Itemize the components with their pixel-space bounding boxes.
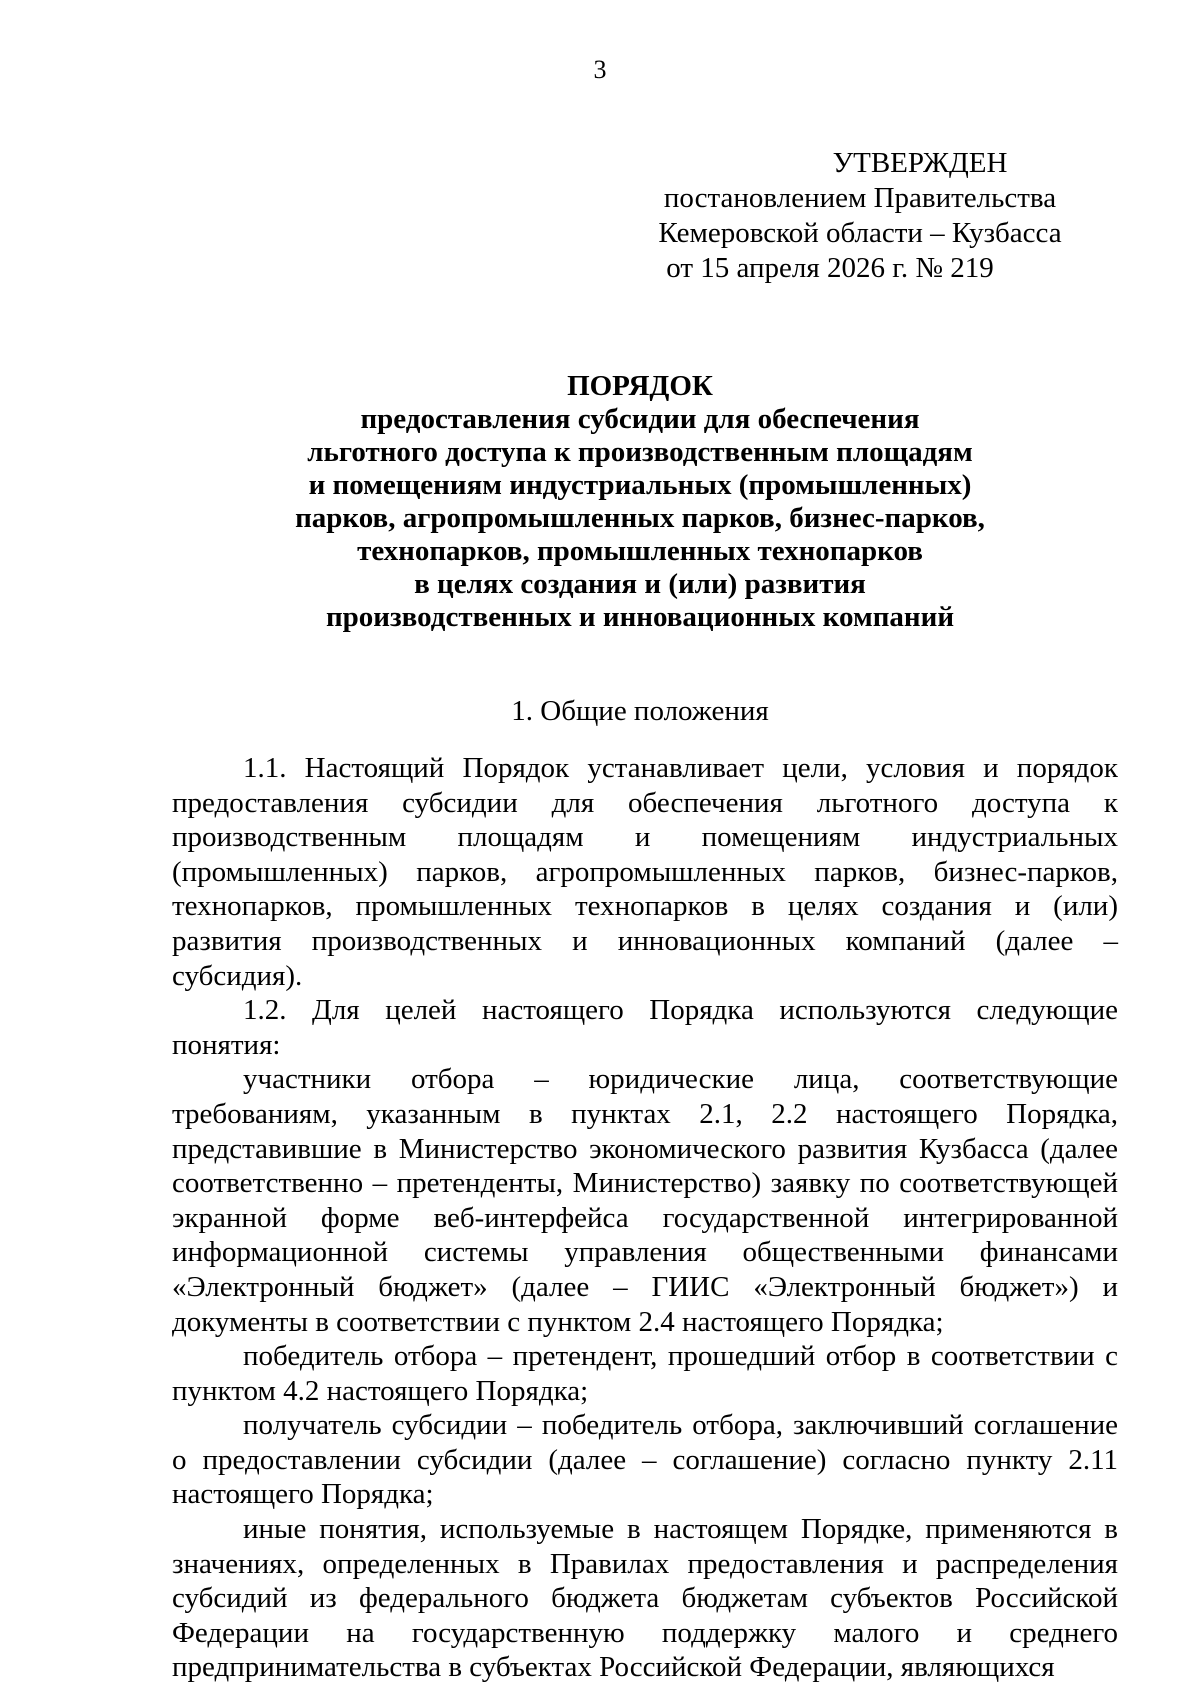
title-line: предоставления субсидии для обеспечения <box>360 403 920 435</box>
approval-stamp-block <box>600 146 1120 286</box>
document-title <box>160 370 1120 634</box>
section-body <box>172 751 1118 1685</box>
approval-line: от 15 апреля 2026 г. № 219 <box>666 252 994 284</box>
paragraph: 1.2. Для целей настоящего Порядка используются следующие понятия: <box>172 994 1118 1061</box>
title-line: и помещениям индустриальных (промышленных) <box>308 469 972 501</box>
title-heading: ПОРЯДОК <box>567 370 713 402</box>
paragraph: получатель субсидии – победитель отбора, заключивший соглашение о предоставлении субсидии (далее – соглашение) согласно пункту 2.11 настоящего Порядка; <box>172 1409 1118 1511</box>
title-line: льготного доступа к производственным площадям <box>307 436 973 468</box>
approval-line: Кемеровской области – Кузбасса <box>658 217 1062 249</box>
title-line: в целях создания и (или) развития <box>414 568 866 600</box>
approval-line: постановлением Правительства <box>663 182 1057 214</box>
paragraph: 1.1. Настоящий Порядок устанавливает цели, условия и порядок предоставления субсидии для обеспечения льготного доступа к производственным площадям и помещениям индустриальных (промышленных) парков, агропромышленных парков, бизнес-парков, технопарков, промышленных технопарков в целях создания и (или) развития производственных и инновационных компаний (далее – субсидия). <box>172 752 1118 992</box>
paragraph: иные понятия, используемые в настоящем Порядке, применяются в значениях, определенных в Правилах предоставления и распределения субсидий из федерального бюджета бюджетам субъектов Российской Федерации на государственную поддержку малого и среднего предпринимательства в субъектах Российской Федерации, являющихся <box>172 1513 1118 1684</box>
approval-line: УТВЕРЖДЕН <box>832 147 1008 179</box>
paragraph: победитель отбора – претендент, прошедший отбор в соответствии с пунктом 4.2 настоящего Порядка; <box>172 1340 1118 1407</box>
section-heading: 1. Общие положения <box>511 695 769 727</box>
paragraph: участники отбора – юридические лица, соответствующие требованиям, указанным в пунктах 2.1, 2.2 настоящего Порядка, представившие в Министерство экономического развития Кузбасса (далее соответственно – претенденты, Министерство) заявку по соответствующей экранной форме веб-интерфейса государственной интегрированной информационной системы управления общественными финансами «Электронный бюджет» (далее – ГИИС «Электронный бюджет») и документы в соответствии с пунктом 2.4 настоящего Порядка; <box>172 1063 1118 1338</box>
title-line: технопарков, промышленных технопарков <box>357 535 923 567</box>
page-number: 3 <box>593 55 607 84</box>
title-line: производственных и инновационных компаний <box>325 601 955 633</box>
title-line: парков, агропромышленных парков, бизнес-парков, <box>295 502 985 534</box>
